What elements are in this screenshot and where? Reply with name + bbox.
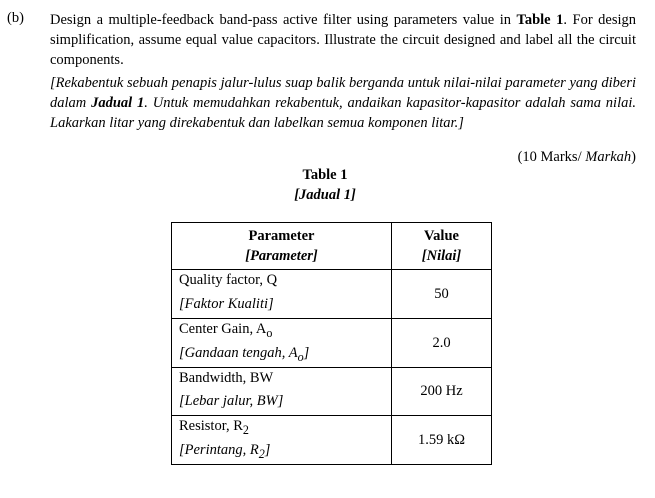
value-cell: 50 <box>392 270 492 319</box>
table-reference: Jadual 1 <box>91 95 145 111</box>
parameter-ms <box>179 343 391 367</box>
header-value-ms: [Nilai] <box>421 248 462 264</box>
question-text-part: . Untuk memudahkan rekabentuk, andaikan kapasitor-kapasitor adalah sama nilai. Lakarkan litar yang direkabentuk dan labelkan semua komponen litar.] <box>50 95 637 131</box>
parameter-ms-sub: o <box>297 349 304 364</box>
parameter-cell <box>172 270 392 319</box>
marks-text: (10 Marks/ <box>517 149 586 165</box>
table-caption: Table 1 <box>302 167 348 183</box>
parameter-en-text: Resistor, R <box>179 418 243 435</box>
parameter-en <box>179 270 391 294</box>
marks-label <box>518 149 636 166</box>
parameter-ms <box>179 294 391 318</box>
parameter-ms-end: ] <box>264 442 271 459</box>
question-label: (b) <box>7 10 24 26</box>
parameter-ms-sub: 2 <box>258 447 265 462</box>
value-cell: 1.59 kΩ <box>392 416 492 465</box>
parameter-ms-text: [Perintang, R <box>179 442 259 459</box>
question-text-part: Design a multiple-feedback band-pass active filter using parameters value in <box>50 12 517 28</box>
parameter-cell <box>172 416 392 465</box>
parameter-en-text: Quality factor, Q <box>179 272 278 288</box>
parameter-table <box>171 222 492 465</box>
question-text-part: [Rekabentuk sebuah penapis jalur-lulus suap balik berganda untuk nilai-nilai parameter yang diberi dalam <box>50 75 636 111</box>
header-parameter <box>172 223 392 270</box>
parameter-en-sub: 2 <box>242 423 249 438</box>
parameter-en-text: Center Gain, A <box>179 320 267 337</box>
header-value <box>392 223 492 270</box>
parameter-ms-text: [Lebar jalur, BW] <box>179 393 284 410</box>
marks-text-malay: Markah <box>585 149 632 165</box>
parameter-cell <box>172 318 392 367</box>
parameter-ms <box>179 440 391 464</box>
table-row <box>172 416 492 465</box>
parameter-ms <box>179 391 391 415</box>
parameter-en-text: Bandwidth, BW <box>179 369 274 386</box>
table-row <box>172 318 492 367</box>
table-reference: Table 1 <box>516 12 564 28</box>
marks-close: ) <box>631 149 636 165</box>
parameter-en <box>179 416 391 440</box>
table-row <box>172 270 492 319</box>
parameter-en-sub: o <box>266 325 273 340</box>
value-cell: 200 Hz <box>392 367 492 416</box>
header-value-en: Value <box>424 228 459 244</box>
parameter-en <box>179 319 391 343</box>
parameter-cell <box>172 367 392 416</box>
header-parameter-en: Parameter <box>248 228 315 244</box>
question-text-part: . For design simplification, assume equal value capacitors. Illustrate the circuit designed and label all the circuit components. <box>50 12 637 68</box>
parameter-en <box>179 368 391 392</box>
value-cell: 2.0 <box>392 318 492 367</box>
header-parameter-ms: [Parameter] <box>245 248 318 264</box>
question-text-english <box>50 10 636 70</box>
table-header-row <box>172 223 492 270</box>
table-caption-malay: [Jadual 1] <box>294 187 356 203</box>
parameter-ms-text: [Gandaan tengah, A <box>179 344 298 361</box>
parameter-ms-text: [Faktor Kualiti] <box>179 295 274 312</box>
question-text-malay <box>50 73 636 133</box>
table-row <box>172 367 492 416</box>
parameter-ms-end: ] <box>303 344 310 361</box>
